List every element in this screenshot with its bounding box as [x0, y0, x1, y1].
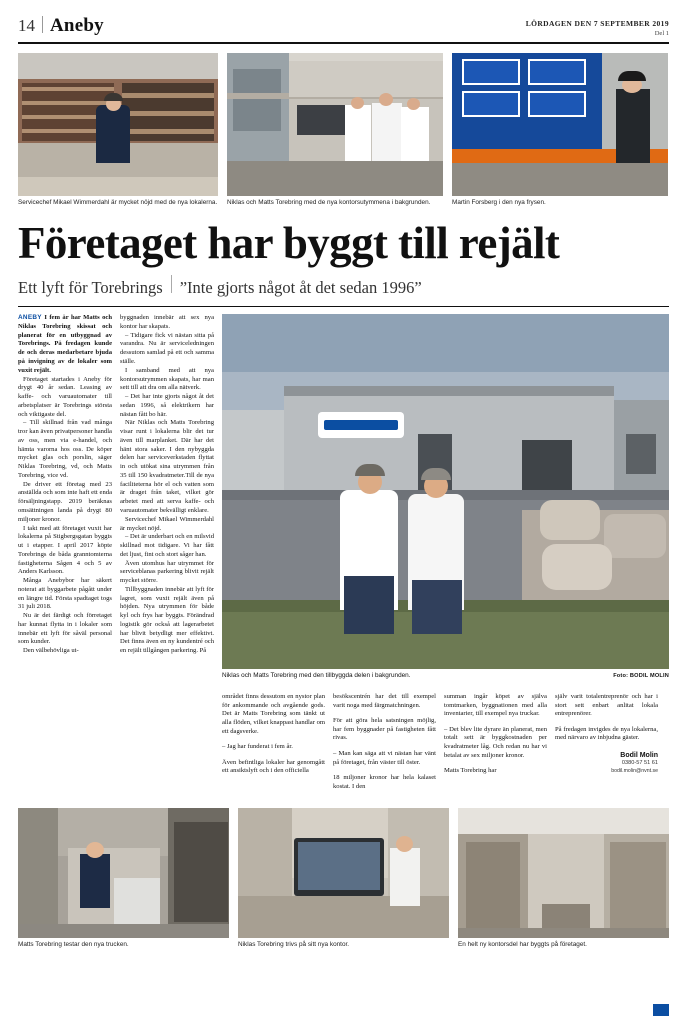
paragraph: – Jag har funderat i fem år.: [222, 743, 293, 751]
photo-torebrings-building: [222, 314, 669, 669]
masthead-right: [526, 19, 669, 37]
subheadline-rule: [18, 306, 669, 307]
dateline-kicker: ANEBY: [18, 314, 42, 322]
paragraph: På fredagen invigdes de nya lokalerna, med närvaro av inbjudna gäster.: [555, 725, 658, 742]
photo-mikael-wimmerdahl: [18, 53, 218, 207]
masthead-divider: [42, 16, 43, 33]
text-column-4: [333, 686, 436, 798]
byline-phone: 0380-57 51 61: [621, 760, 658, 767]
photo-caption: Niklas och Matts Torebring med de nya kontorsutymmena i bakgrunden.: [227, 198, 431, 206]
article-body: [18, 314, 669, 798]
photo-caption: Matts Torebring testar den nya trucken.: [18, 941, 129, 948]
byline: [555, 751, 658, 775]
masthead-rule: [18, 42, 669, 44]
subheadline-divider: [171, 275, 172, 293]
photo-image: [458, 808, 669, 938]
paragraph: själv varit totalentreprenör och har i stort sett enbart anlitat lokala entreprenörer.: [555, 692, 658, 718]
photo-image: [227, 53, 443, 196]
byline-name: Bodil Molin: [620, 752, 658, 760]
photo-caption: Niklas och Matts Torebring med den tillbyggda delen i bakgrunden.: [222, 672, 411, 680]
subheadline-row: [18, 275, 669, 298]
paragraph: – Tidigare fick vi nästan sitta på varandra. Nu är serviceledningen dessutom samlad på ett och samma ställe.: [120, 331, 214, 365]
lead-paragraph: [18, 314, 112, 375]
paragraph: 18 miljoner kronor har hela kalaset kostat. I den: [333, 773, 436, 790]
section-title: Aneby: [50, 15, 104, 36]
main-content-column: [222, 314, 669, 798]
sign-label: [326, 420, 396, 430]
page-corner-marker: [653, 1004, 669, 1016]
paragraph: byggnaden innebär att sex nya kontor har skapats.: [120, 314, 214, 330]
paragraph: – Det blev lite dyrare än planerat, men totalt sett är byggkostnaden per kvadratmeter låg. Och redan nu har vi betalat av sex miljoner kronor.: [444, 725, 547, 759]
paragraph: Servicechef Mikael Wimmerdahl är mycket nöjd.: [120, 515, 214, 532]
photo-caption: Martin Forsberg i den nya frysen.: [452, 198, 546, 206]
paragraph: Även utomhus har utrymmet för serviceblanas parkering blivit rejält mycket större.: [120, 559, 214, 585]
paragraph: området finns dessutom en nystor plan för ankommande och avgående gods. Det är Matts Torebring som tänkt ut alla flöden, vilket knappast handlar om ett dagsverke.: [222, 692, 325, 735]
masthead-left: [18, 14, 104, 37]
paragraph: Nu är det färdigt och förretaget har kunnat flytta in i lokaler som innebär ett lyft för såväl personal som kunder.: [18, 612, 112, 646]
main-photo-caption-row: [222, 672, 669, 679]
paragraph: För att göra hela satsningen möjlig, har fem byggnader på fastigheten fått rivas.: [333, 716, 436, 742]
text-column-3: [222, 686, 325, 798]
paragraph: besökscentrén har det till exempel varit noga med färgmatchningen.: [333, 692, 436, 709]
paragraph-text: I fem år har Matts och Niklas Torebring skissat och planerat för en utbyggnad av Torebrings. På fredagen kunde de och deras medarbetare bjuda på invigning av de lokaler som vuxit rejält.: [18, 314, 112, 374]
text-column-1: [18, 314, 112, 798]
paragraph: summan ingår köpet av själva tomtmarken, byggnationen med alla inventarier, till exempel nya truckar.: [444, 692, 547, 718]
paragraph: – Till skillnad från vad många tror kan även privatpersoner handla av oss, men via e-handel, och hämta varorna hos oss. De köper mycket glas och porslin, säger Niklas Torebring, vd, och Matts Torebring, vice vd.: [18, 419, 112, 479]
text-column-5: [444, 686, 547, 798]
photo-image: [18, 53, 218, 196]
paragraph: – Det har inte gjorts något åt det sedan 1996, så elektrikern har nästan fått bo här.: [120, 393, 214, 418]
photo-credit: Foto: BODIL MOLIN: [613, 673, 669, 680]
paragraph: Matts Torebring har: [444, 767, 497, 775]
paragraph: – Man kan säga att vi nästan har vänt på företaget, från väster till öster.: [333, 749, 436, 766]
paragraph: Även befintliga lokaler har genomgått ett ansiktslyft och i den officiella: [222, 758, 325, 775]
photo-niklas-torebring-kontor: [238, 808, 449, 949]
paragraph: När Niklas och Matts Torebring visar runt i lokalerna blir det tur även till marplanket. Där har det hänt stora saker. I den nybyggda delen har serviceverkstaden flyttat in och utökat sina utrymmen från 35 till 150 kvadratmeter.Till de nya faciliteterna hör el och vatten som är draget från taket, vilket gör arbetet med att serva kaffe- och varuautomater bekvälligt enklare.: [120, 419, 214, 514]
byline-email: bodil.molin@nvnt.se: [611, 767, 658, 774]
photo-matts-torebring-truck: [18, 808, 229, 949]
paragraph: – Det är underbart och en milsvid skillnad mot tidigare. Vi har fått det ljust, fint och stort såger han.: [120, 533, 214, 558]
photo-kontorsdel: [458, 808, 669, 949]
photo-image: [452, 53, 668, 196]
subheadline-left: Ett lyft för Torebrings: [18, 278, 163, 298]
photo-martin-forsberg-frysen: [452, 53, 668, 207]
photo-niklas-och-matts-torebring: [227, 53, 443, 207]
page-title: Företaget har byggt till rejält: [18, 218, 560, 269]
photo-caption: En helt ny kontorsdel har byggts på företaget.: [458, 941, 587, 948]
paragraph: I takt med att företaget vuxit har lokalerna på Stigbergsgatan byggts ut i etapper. I april 2017 köpte Torebrings de båda granntomterna fastigheterna Sågen 4 och 5 av Anders Karlsson.: [18, 524, 112, 576]
photo-caption: Servicechef Mikael Wimmerdahl är mycket nöjd med de nya lokalerna.: [18, 198, 218, 206]
subheadline-right: ”Inte gjorts något åt det sedan 1996”: [179, 278, 422, 298]
issue-date: LÖRDAGEN DEN 7 SEPTEMBER 2019: [525, 19, 669, 28]
paragraph: Tillbyggnaden innebär att lyft för lagret, som vuxit rejält även på höjden. Nya utrymmen för både kyl och frys har byggts. Förändrad logistik gör också att lagerarbetet har blivit betydligt mer effektivt. Det finns även en ny kundentré och en rejält tillgången parkering. På: [120, 585, 214, 655]
photo-image: [18, 808, 229, 938]
paragraph: Den välbehövliga ut-: [23, 647, 79, 655]
masthead: [18, 0, 669, 37]
top-photo-row: [18, 53, 669, 207]
bottom-photo-row: [18, 808, 669, 949]
paragraph: De driver ett företag med 23 anställda och som inte haft ett enda försäljningstapp. 2019 beräknas omsättningen landa på drygt 80 miljoner kronor.: [18, 480, 112, 523]
text-column-2: [120, 314, 214, 798]
page-number: 14: [18, 16, 35, 35]
paragraph: I samband med att nya kontorsutrymmen skapats, har man sett till att dra om alla nätverk.: [120, 366, 214, 392]
paragraph: Företaget startades i Aneby för drygt 40 år sedan. Leasing av kaffe- och varuautomater till arbetsplatser är Torebrings största och viktigaste del.: [18, 375, 112, 418]
lower-text-columns: [222, 686, 669, 798]
paragraph: Många Anebybor har säkert noterat att byggarbete pågått under en längre tid. Första spadtaget togs 31 juli 2018.: [18, 577, 112, 611]
photo-caption: Niklas Torebring trivs på sitt nya kontor.: [238, 941, 350, 948]
photo-image: [238, 808, 449, 938]
text-column-6: [555, 686, 658, 798]
issue-part: Del 1: [654, 30, 669, 37]
